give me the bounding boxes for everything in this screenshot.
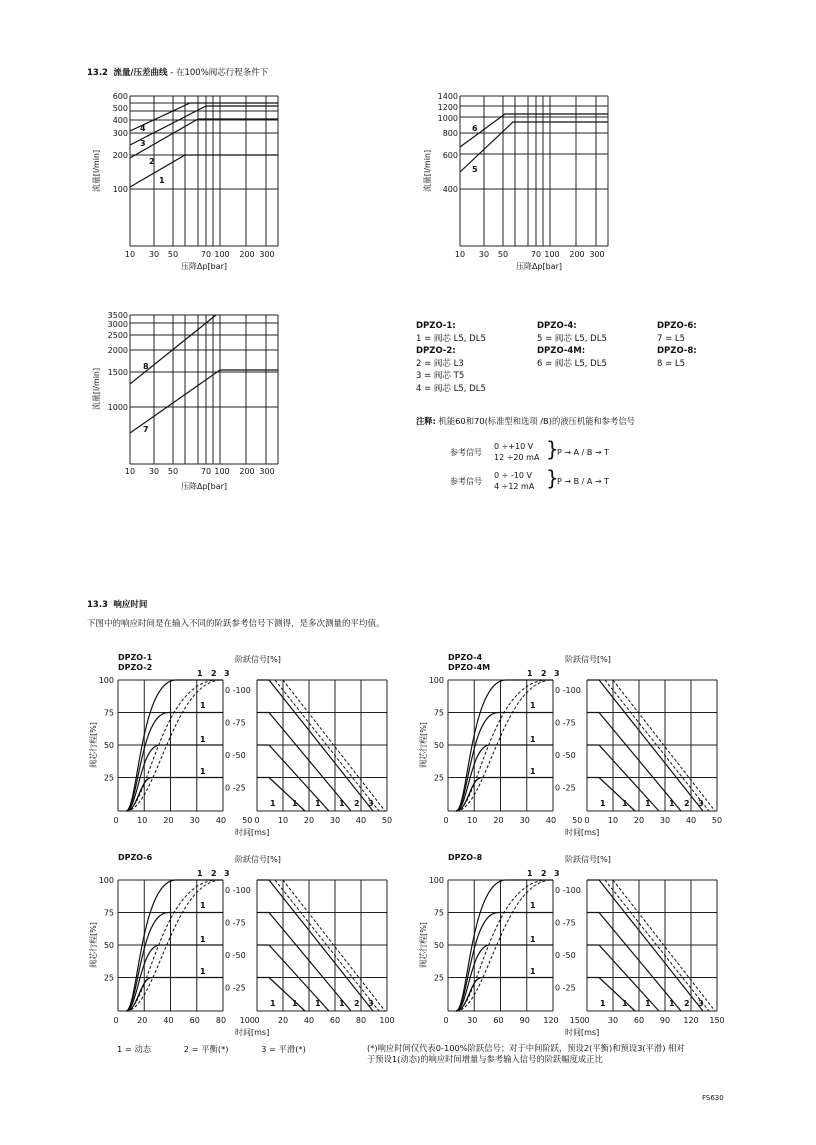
response-curve-fall: [587, 713, 681, 812]
flow-curve-label-2: 2: [149, 157, 155, 166]
step-label: 0 -50: [555, 751, 576, 760]
x-tick: 120: [683, 1016, 699, 1025]
chart-title: DPZO-8: [448, 853, 483, 862]
flow-curve-label-6: 6: [472, 124, 478, 133]
flow-curve-label-7: 7: [143, 425, 149, 434]
curve-number-label: 1: [530, 767, 536, 776]
y-tick: 2500: [107, 331, 128, 340]
x-tick: 40: [355, 816, 367, 825]
x-axis-label: 时间[ms]: [565, 828, 600, 837]
curve-number-label: 1: [530, 901, 536, 910]
curve-number-label: 1: [622, 999, 628, 1008]
y-tick: 400: [442, 185, 458, 194]
x-tick: 30: [329, 816, 341, 825]
x-axis-label: 压降Δp[bar]: [180, 482, 228, 491]
x-tick: 20: [137, 1016, 148, 1025]
x-tick: 120: [543, 1016, 559, 1025]
x-tick: 300: [259, 467, 275, 476]
curve-number-label: 1: [530, 967, 536, 976]
response-curve-fall: [257, 713, 351, 812]
curve-number-label: 1: [669, 799, 675, 808]
step-signal-label: 阶跃信号[%]: [565, 855, 611, 864]
y-tick: 3500: [107, 311, 128, 320]
section-13-2-heading: 13.2 流量/压差曲线 - 在100%阀芯行程条件下: [87, 68, 269, 78]
x-tick: 60: [329, 1016, 341, 1025]
y-tick: 50: [433, 741, 444, 750]
x-tick: 10: [124, 250, 136, 259]
x-tick: 100: [239, 1016, 255, 1025]
curve-number-label: 2: [354, 999, 360, 1008]
curve-number-label: 1: [600, 999, 606, 1008]
preset-key: 1 = 动态 2 = 平衡(*) 3 = 平滑(*): [117, 1044, 306, 1054]
y-tick: 75: [433, 908, 444, 918]
x-tick: 70: [200, 250, 212, 259]
curve-number-label: 3: [224, 869, 230, 878]
step-signal-label: 阶跃信号[%]: [235, 655, 281, 664]
curve-number-label: 2: [541, 869, 547, 878]
response-curve-rise: [456, 778, 553, 812]
x-tick: 0: [254, 1016, 260, 1025]
x-tick: 10: [277, 816, 289, 825]
x-tick: 40: [685, 816, 697, 825]
curve-number-label: 2: [211, 869, 217, 878]
x-tick: 80: [215, 1016, 227, 1025]
response-curve-fall: [587, 913, 681, 1012]
x-tick: 200: [239, 467, 255, 476]
y-tick: 75: [103, 908, 114, 918]
curve-number-label: 1: [200, 935, 206, 944]
x-tick: 70: [530, 250, 542, 259]
response-curve-fall: [587, 978, 635, 1012]
step-label: 0 -25: [555, 983, 576, 993]
x-tick: 10: [607, 816, 619, 825]
x-tick: 40: [215, 816, 227, 825]
curve-number-label: 2: [541, 669, 547, 678]
y-tick: 400: [112, 116, 128, 125]
flow-curve-label-4: 4: [140, 124, 146, 133]
x-tick: 0: [443, 816, 449, 825]
y-tick: 1400: [437, 92, 458, 101]
step-label: 0 -75: [225, 918, 246, 928]
curve-number-label: 3: [554, 869, 560, 878]
y-tick: 300: [112, 129, 128, 138]
y-tick: 2000: [107, 346, 128, 355]
curve-number-label: 1: [270, 799, 276, 808]
curve-number-label: 2: [211, 669, 217, 678]
y-axis-label: 流量[l/min]: [92, 367, 101, 411]
curve-number-label: 1: [200, 735, 206, 744]
y-axis-label: 阀芯行程[%]: [419, 922, 428, 968]
x-tick: 30: [148, 467, 160, 476]
curve-number-label: 1: [270, 999, 276, 1008]
x-axis-label: 时间[ms]: [565, 1028, 600, 1037]
y-tick: 25: [433, 973, 444, 983]
document-code: FS630: [702, 1094, 724, 1102]
curve-number-label: 1: [200, 901, 206, 910]
x-tick: 60: [189, 1016, 200, 1025]
x-tick: 50: [167, 467, 179, 476]
x-tick: 20: [163, 816, 174, 825]
curve-number-label: 1: [200, 767, 206, 776]
step-label: 0 -100: [555, 886, 581, 895]
y-tick: 75: [103, 708, 114, 718]
x-tick: 90: [659, 1016, 671, 1025]
curve-number-label: 2: [354, 799, 360, 808]
y-tick: 100: [428, 676, 444, 685]
step-signal-label: 阶跃信号[%]: [565, 655, 611, 664]
x-tick: 20: [277, 1016, 289, 1025]
response-curve-rise: [126, 913, 223, 1012]
response-curve-fall: [587, 778, 635, 812]
curve-number-label: 1: [339, 999, 345, 1008]
x-tick: 40: [303, 1016, 315, 1025]
flow-curve-label-8: 8: [143, 362, 149, 371]
step-label: 0 -75: [555, 718, 576, 728]
section-13-3-heading: 13.3 响应时间: [87, 600, 148, 610]
x-tick: 50: [242, 816, 253, 825]
response-curve-rise: [456, 913, 553, 1012]
x-tick: 10: [124, 467, 136, 476]
y-tick: 100: [428, 876, 444, 885]
curve-number-label: 1: [292, 999, 298, 1008]
curve-number-label: 2: [684, 799, 690, 808]
x-axis-label: 压降Δp[bar]: [515, 262, 563, 271]
x-tick: 0: [584, 816, 590, 825]
response-curve-fall: [257, 978, 305, 1012]
curve-number-label: 1: [530, 735, 536, 744]
x-tick: 90: [519, 1016, 530, 1025]
x-tick: 100: [214, 250, 230, 259]
step-label: 0 -25: [555, 783, 576, 793]
x-tick: 30: [659, 816, 671, 825]
y-axis-label: 阀芯行程[%]: [419, 722, 428, 768]
x-tick: 10: [137, 816, 148, 825]
y-tick: 100: [112, 185, 128, 194]
y-tick: 100: [98, 676, 114, 685]
x-tick: 10: [467, 816, 478, 825]
x-tick: 50: [167, 250, 179, 259]
y-tick: 100: [98, 876, 114, 885]
y-axis-label: 阀芯行程[%]: [89, 722, 98, 768]
step-label: 0 -50: [225, 751, 246, 760]
y-tick: 200: [112, 151, 128, 160]
curve-number-label: 1: [197, 869, 203, 878]
chart-title: DPZO-1: [118, 653, 153, 662]
curve-number-label: 1: [600, 799, 606, 808]
curve-number-label: 1: [530, 701, 536, 710]
x-tick: 60: [493, 1016, 504, 1025]
x-tick: 300: [589, 250, 605, 259]
y-tick: 1500: [107, 368, 128, 377]
x-tick: 30: [519, 816, 530, 825]
curve-number-label: 1: [645, 999, 651, 1008]
x-axis-label: 时间[ms]: [235, 828, 270, 837]
x-tick: 40: [163, 1016, 174, 1025]
y-tick: 25: [103, 973, 114, 983]
y-tick: 25: [433, 773, 444, 783]
ref-signal-a: 参考信号 0 ÷+10 V 12 ÷20 mA } P → A / B → T: [450, 437, 610, 462]
curve-number-label: 1: [315, 999, 321, 1008]
x-tick: 150: [569, 1016, 585, 1025]
x-tick: 50: [497, 250, 509, 259]
y-axis-label: 阀芯行程[%]: [89, 922, 98, 968]
response-curve-rise: [456, 978, 553, 1012]
response-curve-rise: [126, 978, 223, 1012]
step-signal-label: 阶跃信号[%]: [235, 855, 281, 864]
x-tick: 80: [355, 1016, 367, 1025]
curve-number-label: 1: [197, 669, 203, 678]
response-curve-rise: [126, 713, 223, 812]
x-tick: 30: [148, 250, 160, 259]
curve-number-label: 1: [200, 701, 206, 710]
flow-curve-label-3: 3: [140, 139, 146, 148]
hydraulic-note: 注释: 机能60和70(标准型和选项 /B)的液压机能和参考信号: [416, 416, 635, 426]
y-tick: 1200: [437, 103, 458, 112]
y-tick: 600: [112, 92, 128, 101]
curve-number-label: 1: [200, 967, 206, 976]
curve-number-label: 1: [530, 935, 536, 944]
y-tick: 1000: [437, 114, 458, 123]
x-tick: 50: [572, 816, 583, 825]
curve-number-label: 1: [527, 669, 533, 678]
step-label: 0 -100: [555, 686, 581, 695]
curve-number-label: 3: [368, 999, 374, 1008]
curve-number-label: 1: [339, 799, 345, 808]
step-label: 0 -50: [555, 951, 576, 960]
y-tick: 25: [103, 773, 114, 783]
step-label: 0 -25: [225, 983, 246, 993]
chart-title: DPZO-4: [448, 653, 483, 662]
x-axis-label: 压降Δp[bar]: [180, 262, 228, 271]
chart-title: DPZO-2: [118, 663, 153, 672]
x-tick: 100: [214, 467, 230, 476]
curve-number-label: 1: [669, 999, 675, 1008]
x-tick: 50: [711, 816, 723, 825]
x-tick: 0: [113, 816, 119, 825]
x-tick: 150: [709, 1016, 725, 1025]
curve-number-label: 1: [622, 799, 628, 808]
x-tick: 30: [189, 816, 200, 825]
x-tick: 100: [379, 1016, 395, 1025]
section-13-3-desc: 下图中的响应时间是在输入不同的阶跃参考信号下测得，是多次测量的平均值。: [87, 619, 385, 629]
x-tick: 30: [467, 1016, 478, 1025]
x-tick: 50: [381, 816, 393, 825]
flow-curve-label-5: 5: [472, 165, 478, 174]
x-tick: 0: [113, 1016, 119, 1025]
curve-number-label: 3: [368, 799, 374, 808]
response-curve-rise: [456, 713, 553, 812]
curve-number-label: 3: [224, 669, 230, 678]
y-tick: 500: [112, 104, 128, 113]
x-tick: 20: [493, 816, 504, 825]
y-axis-label: 流量[l/min]: [92, 149, 101, 193]
curve-number-label: 3: [698, 799, 704, 808]
x-tick: 20: [303, 816, 315, 825]
y-axis-label: 流量[l/min]: [423, 149, 432, 193]
curve-number-label: 2: [684, 999, 690, 1008]
step-label: 0 -75: [225, 718, 246, 728]
x-tick: 200: [239, 250, 255, 259]
curve-number-label: 1: [645, 799, 651, 808]
x-tick: 0: [584, 1016, 590, 1025]
flow-curve-label-1: 1: [159, 176, 165, 185]
response-curve-rise: [126, 778, 223, 812]
x-tick: 20: [633, 816, 645, 825]
response-curve-fall: [257, 913, 351, 1012]
y-tick: 3000: [107, 320, 128, 329]
x-tick: 70: [200, 467, 212, 476]
curve-number-label: 1: [292, 799, 298, 808]
x-tick: 300: [259, 250, 275, 259]
curve-number-label: 3: [554, 669, 560, 678]
x-tick: 0: [443, 1016, 449, 1025]
y-tick: 800: [442, 129, 458, 138]
x-tick: 0: [254, 816, 260, 825]
y-tick: 50: [433, 941, 444, 950]
y-tick: 50: [103, 741, 114, 750]
curve-number-label: 1: [527, 869, 533, 878]
chart-title: DPZO-4M: [448, 663, 491, 672]
chart-title: DPZO-6: [118, 853, 153, 862]
x-tick: 40: [545, 816, 557, 825]
y-tick: 600: [442, 151, 458, 160]
y-tick: 50: [103, 941, 114, 950]
response-footnote: (*)响应时间仅代表0-100%阶跃信号；对于中间阶跃，预设2(平衡)和预设3(平滑) 相对 于预设1(动态)的响应时间增量与参考输入信号的阶跃幅度成正比: [367, 1043, 685, 1064]
x-tick: 10: [454, 250, 466, 259]
step-label: 0 -75: [555, 918, 576, 928]
response-curve-fall: [257, 778, 305, 812]
x-tick: 200: [569, 250, 585, 259]
x-tick: 100: [544, 250, 560, 259]
ref-signal-b: 参考信号 0 ÷ -10 V 4 ÷12 mA } P → B / A → T: [450, 466, 610, 491]
step-label: 0 -100: [225, 886, 251, 895]
y-tick: 1000: [107, 403, 128, 412]
step-label: 0 -50: [225, 951, 246, 960]
x-axis-label: 时间[ms]: [235, 1028, 270, 1037]
x-tick: 30: [607, 1016, 619, 1025]
curve-number-label: 3: [698, 999, 704, 1008]
x-tick: 30: [478, 250, 490, 259]
step-label: 0 -25: [225, 783, 246, 793]
x-tick: 60: [633, 1016, 645, 1025]
y-tick: 75: [433, 708, 444, 718]
step-label: 0 -100: [225, 686, 251, 695]
curve-number-label: 1: [315, 799, 321, 808]
